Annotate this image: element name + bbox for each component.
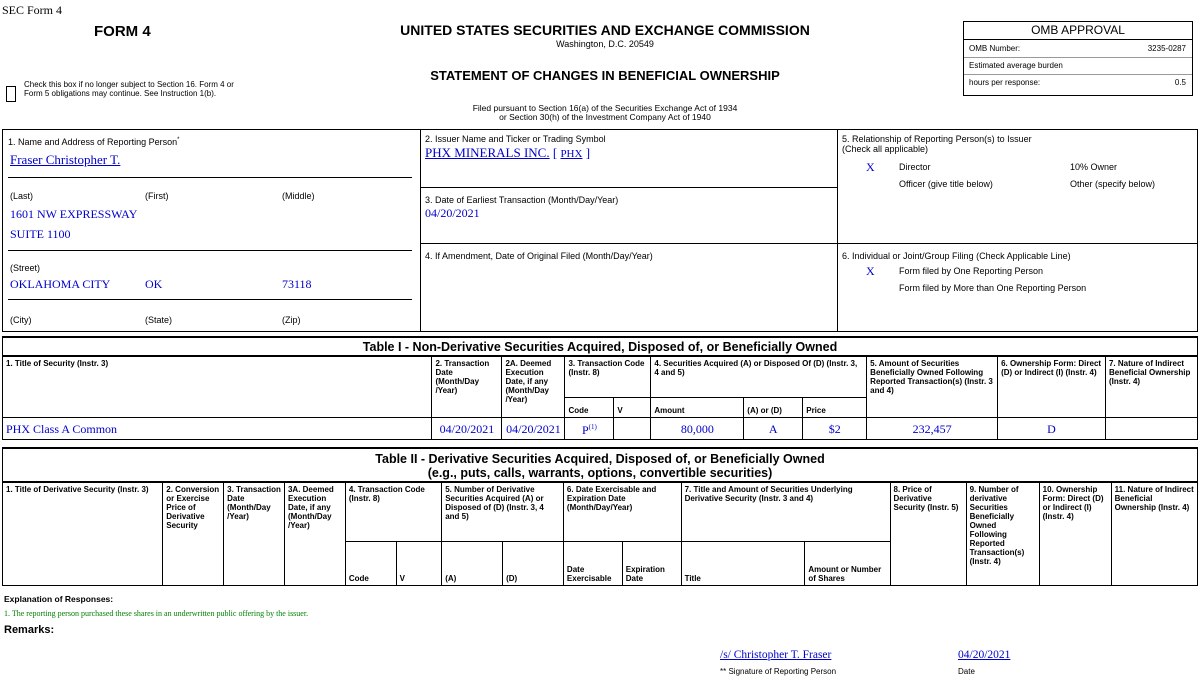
explanation-label: Explanation of Responses: (4, 594, 114, 604)
t1-sub-code: Code (565, 398, 614, 418)
table2-title: Table II - Derivative Securities Acquired, Disposed of, or Beneficially Owned (e.g., puts, calls, warrants, options, convertible securities) (2, 447, 1198, 482)
last-label: (Last) (10, 191, 34, 201)
street-label: (Street) (10, 263, 41, 273)
omb-hours-value: 0.5 (1174, 78, 1186, 87)
one-person-mark[interactable]: X (866, 264, 875, 278)
date-label: Date (958, 667, 975, 676)
agency-title: UNITED STATES SECURITIES AND EXCHANGE COMMISSION (400, 22, 810, 38)
issuer-line: PHX MINERALS INC. [ PHX ] (425, 145, 591, 160)
t2-col-exercisable: 6. Date Exercisable and Expiration Date (Month/Day/Year) (563, 483, 681, 542)
t1-col-title: 1. Title of Security (Instr. 3) (3, 357, 432, 418)
city-value: OKLAHOMA CITY (10, 277, 111, 291)
omb-hours-label: hours per response: (969, 78, 1041, 87)
section16-checkbox[interactable] (6, 86, 16, 102)
issuer-name[interactable]: PHX MINERALS INC. (425, 145, 550, 160)
reporting-person-name[interactable]: Fraser Christopher T. (10, 152, 121, 167)
director-mark[interactable]: X (866, 160, 875, 174)
city-label: (City) (10, 315, 32, 325)
t2-col-form: 10. Ownership Form: Direct (D) or Indirect (I) (Instr. 4) (1039, 483, 1111, 586)
t1-v (614, 418, 651, 440)
signature-label: ** Signature of Reporting Person (720, 667, 837, 676)
first-label: (First) (145, 191, 169, 201)
t1-nature (1105, 418, 1197, 440)
more-person-label: Form filed by More than One Reporting Person (899, 283, 1087, 293)
t2-sub-title: Title (681, 542, 805, 586)
t2-col-conversion: 2. Conversion or Exercise Price of Derivative Security (163, 483, 224, 586)
t2-col-price: 8. Price of Derivative Security (Instr. 5) (890, 483, 966, 586)
t1-sub-price: Price (803, 398, 867, 418)
t1-sub-amount: Amount (651, 398, 744, 418)
t1-code-footnote[interactable]: (1) (588, 423, 597, 431)
signature-date[interactable]: 04/20/2021 (958, 649, 1011, 661)
table1-title: Table I - Non-Derivative Securities Acquired, Disposed of, or Beneficially Owned (2, 336, 1198, 356)
t2-col-owned: 9. Number of derivative Securities Beneficially Owned Following Reported Transaction(s) (Instr. 4) (966, 483, 1039, 586)
t1-sub-v: V (614, 398, 651, 418)
sec-form-label: SEC Form 4 (2, 3, 63, 17)
earliest-date-label: 3. Date of Earliest Transaction (Month/Day/Year) (425, 195, 619, 205)
remarks-label: Remarks: (4, 624, 55, 636)
agency-city: Washington, D.C. 20549 (556, 39, 654, 49)
reporting-person-label: 1. Name and Address of Reporting Person* (8, 137, 180, 147)
t1-col-acquired: 4. Securities Acquired (A) or Disposed Of (D) (Instr. 3, 4 and 5) (651, 357, 867, 398)
middle-label: (Middle) (282, 191, 315, 201)
omb-number-value: 3235-0287 (1147, 44, 1186, 53)
omb-title: OMB APPROVAL (964, 22, 1192, 40)
state-label: (State) (145, 315, 173, 325)
t2-col-deemed: 3A. Deemed Execution Date, if any (Month/Day /Year) (284, 483, 345, 586)
t2-col-code: 4. Transaction Code (Instr. 8) (345, 483, 441, 542)
check-all-label: (Check all applicable) (842, 144, 929, 154)
reporting-info-box (2, 129, 1198, 332)
t1-col-owned: 5. Amount of Securities Beneficially Owned Following Reported Transaction(s) (Instr. 3 and 4) (867, 357, 998, 418)
officer-label: Officer (give title below) (899, 179, 993, 189)
t2-sub-v: V (396, 542, 442, 586)
section16-text: Check this box if no longer subject to Section 16. Form 4 or Form 5 obligations may continue. See Instruction 1(b). (24, 80, 234, 98)
t2-col-number: 5. Number of Derivative Securities Acquired (A) or Disposed of (D) (Instr. 3, 4 and 5) (442, 483, 564, 542)
table2 (2, 482, 1198, 586)
address-line-2: SUITE 1100 (10, 227, 71, 241)
ten-percent-owner-label: 10% Owner (1070, 162, 1118, 172)
t2-col-underlying: 7. Title and Amount of Securities Underlying Derivative Security (Instr. 3 and 4) (681, 483, 890, 542)
state-value: OK (145, 277, 163, 291)
t1-owned: 232,457 (867, 418, 998, 440)
t1-amount: 80,000 (651, 418, 744, 440)
t2-sub-date-exercisable: Date Exercisable (563, 542, 622, 586)
director-label: Director (899, 162, 931, 172)
filing-label: 6. Individual or Joint/Group Filing (Check Applicable Line) (842, 251, 1071, 261)
t1-a-or-d: A (744, 418, 803, 440)
issuer-ticker[interactable]: PHX (560, 148, 583, 160)
other-label: Other (specify below) (1070, 179, 1156, 189)
explanation-footnote-1: 1. The reporting person purchased these shares in an underwritten public offering by the issuer. (4, 609, 309, 618)
t2-sub-d: (D) (503, 542, 564, 586)
one-person-label: Form filed by One Reporting Person (899, 266, 1044, 276)
t1-col-form: 6. Ownership Form: Direct (D) or Indirect (I) (Instr. 4) (998, 357, 1106, 418)
t2-sub-expiration: Expiration Date (622, 542, 681, 586)
earliest-date-value: 04/20/2021 (425, 206, 480, 220)
amendment-label: 4. If Amendment, Date of Original Filed (Month/Day/Year) (425, 251, 653, 261)
t1-col-deemed: 2A. Deemed Execution Date, if any (Month/Day /Year) (502, 357, 565, 418)
omb-approval-box (963, 21, 1193, 96)
signature[interactable]: /s/ Christopher T. Fraser (720, 649, 832, 661)
address-line-1: 1601 NW EXPRESSWAY (10, 207, 138, 221)
statement-title: STATEMENT OF CHANGES IN BENEFICIAL OWNERSHIP (430, 68, 780, 83)
t2-sub-amount: Amount or Number of Shares (805, 542, 890, 586)
t2-sub-a: (A) (442, 542, 503, 586)
t1-sub-a-or-d: (A) or (D) (744, 398, 803, 418)
t1-code: $P^{(1)}$ (565, 418, 614, 440)
t2-col-title: 1. Title of Derivative Security (Instr. 3) (3, 483, 163, 586)
t1-security-title: PHX Class A Common (3, 418, 432, 440)
zip-value: 73118 (282, 277, 312, 291)
relationship-label: 5. Relationship of Reporting Person(s) to Issuer (842, 134, 1032, 144)
t1-col-date: 2. Transaction Date (Month/Day /Year) (432, 357, 502, 418)
t2-col-date: 3. Transaction Date (Month/Day /Year) (224, 483, 285, 586)
t1-col-code: 3. Transaction Code (Instr. 8) (565, 357, 651, 398)
t1-transaction-date: 04/20/2021 (432, 418, 502, 440)
form-label: FORM 4 (94, 23, 151, 40)
table-row (3, 418, 1198, 440)
zip-label: (Zip) (282, 315, 301, 325)
filed-line-2: or Section 30(h) of the Investment Company Act of 1940 (499, 112, 711, 122)
issuer-label: 2. Issuer Name and Ticker or Trading Symbol (425, 134, 606, 144)
t2-sub-code: Code (345, 542, 396, 586)
t1-form: D (998, 418, 1106, 440)
t1-col-nature: 7. Nature of Indirect Beneficial Ownership (Instr. 4) (1105, 357, 1197, 418)
table1 (2, 356, 1198, 440)
filed-line-1: Filed pursuant to Section 16(a) of the Securities Exchange Act of 1934 (472, 103, 738, 113)
omb-number-label: OMB Number: (969, 44, 1021, 53)
t1-deemed-date: 04/20/2021 (502, 418, 565, 440)
omb-burden-label: Estimated average burden (969, 61, 1063, 70)
t2-col-nature: 11. Nature of Indirect Beneficial Ownership (Instr. 4) (1111, 483, 1197, 586)
t1-price: $2 (803, 418, 867, 440)
